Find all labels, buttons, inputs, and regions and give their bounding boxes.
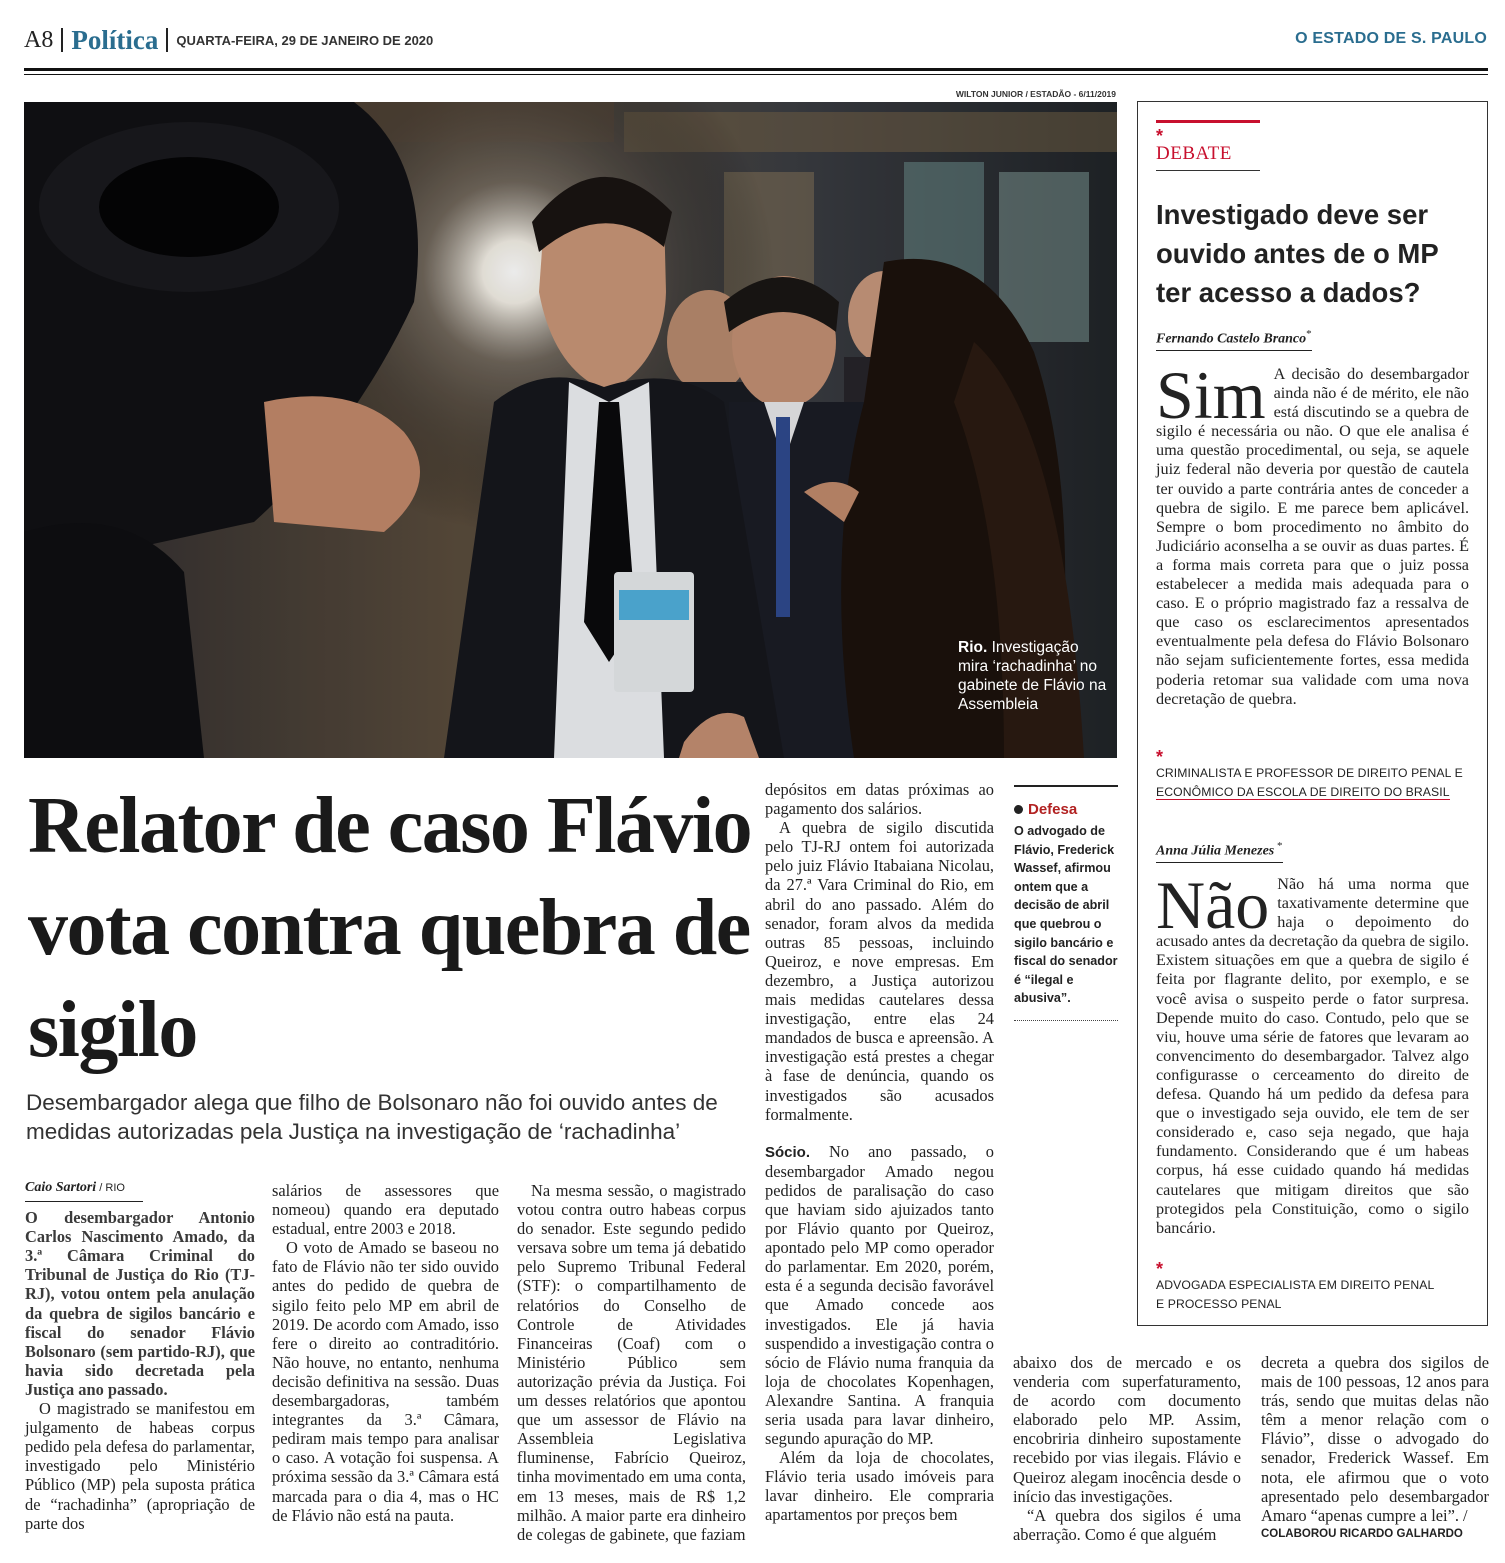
asterisk-icon: * (1156, 126, 1164, 146)
subhead-kicker: Sócio. (765, 1143, 811, 1161)
author-yes (1156, 328, 1312, 351)
role-line: ECONÔMICO DA ESCOLA DE DIREITO DO BRASIL (1156, 785, 1450, 799)
defesa-text: O advogado de Flávio, Frederick Wassef, afirmou ontem que a decisão de abril que quebrou o sigilo bancário e fiscal do senador é “ilegal e abusiva”. (1014, 824, 1118, 1006)
caption-kicker: Rio. (958, 639, 988, 656)
photo-illustration (24, 102, 1117, 758)
contributor-credit: COLABOROU RICARDO GALHARDO (1261, 1527, 1463, 1540)
answer-no (1156, 867, 1469, 1238)
page-number: A8 (24, 26, 54, 53)
article-column-5 (1013, 1353, 1241, 1544)
end-mark: / (1458, 1505, 1468, 1525)
author-yes-mark: * (1306, 328, 1312, 340)
page-header (24, 22, 433, 58)
defesa-title (1014, 801, 1118, 818)
asterisk-icon: * (1156, 1259, 1164, 1279)
article-column-2 (272, 1181, 499, 1525)
paragraph-text: decreta a quebra dos sigilos de mais de 100 pessoas, 12 anos para trás, sendo que muitas delas não têm a menor relação com o Flávio”, disse o advogado do senador, Frederick Wassef. Em nota, ele afirmou que o voto apresentado pelo desembargador Amaro “apenas cumpre a lei”. (1261, 1353, 1489, 1525)
article-column-4 (765, 780, 994, 1525)
article-column-3 (517, 1181, 746, 1544)
paragraph: Além da loja de chocolates, Flávio teria usado imóveis para lavar dinheiro. Ele compraria apartamentos por preços bem (765, 1448, 994, 1525)
box-rule (1014, 785, 1118, 787)
paragraph: O magistrado se manifestou em julgamento de habeas corpus pedido pela defesa do parlamentar, investigado pelo Ministério Público (MP) pela suposta prática de “rachadinha” (apropriação de parte dos (25, 1399, 255, 1533)
headline: Relator de caso Flávio vota contra quebra de sigilo (28, 782, 752, 1074)
answer-yes-text: A decisão do desembargador ainda não é de mérito, ele não está discutindo se a quebra de sigilo é necessária ou não. O que ele analisa é uma questão procedimental, ou seja, se aquele juiz federal não deveria por questão de cautela ter ouvido a parte contrária antes de conceder a quebra de sigilo. E me parece bem aplicável. Sempre o bom procedimento no âmbito do Judiciário aconselha a se ouvir as duas partes. É a forma mais correta para que o juiz possa estabelecer a medida mais adequada para o caso. E o próprio magistrado faz a ressalva de que caso os esclarecimentos apresentados eventualmente pela defesa do Flávio Bolsonaro não sejam suficientemente fortes, essa medida poderia retomar sua validade com uma nova decretação de quebra. (1156, 365, 1469, 708)
article-column-6 (1261, 1353, 1489, 1542)
header-rule-thin (24, 74, 1488, 75)
byline-place: / RIO (96, 1182, 125, 1194)
news-photo (24, 102, 1117, 758)
debate-sidebar (1137, 101, 1488, 1326)
paragraph: “A quebra dos sigilos é uma aberração. Como é que alguém (1013, 1505, 1241, 1544)
paragraph: A quebra de sigilo discutida pelo TJ-RJ ontem foi autorizada pelo juiz Flávio Itabaiana Nicolau, da 27.ª Vara Criminal do Rio, em abril do ano passado. Além do senador, foram alvos da medida outras 85 pessoas, incluindo Queiroz, e nove empresas. Em dezembro, a Justiça autorizou mais medidas cautelares dessa investigação, entre elas 24 mandados de busca e apreensão. A investigação está prestes a chegar à fase de denúncia, quando os investigados são acusados formalmente. (765, 818, 994, 1124)
debate-label (1156, 120, 1260, 171)
answer-no-text: Não há uma norma que taxativamente determine que haja o depoimento do acusado antes da decretação da quebra de sigilo. Existem situações em que a quebra de sigilo é feita por flagrante delito, por exemplo, e se você avisa o suspeito perde o fator surpresa. Depende muito do caso. Contudo, pelo que se viu, houve uma série de fatores que levaram ao convencimento do desembargador. Talvez algo configurasse o cerceamento do direito de defesa. Quando há um pedido da defesa para que o investigado seja ouvido, ele tem de ser considerado e, caso seja negado, que haja fundamento. Considerando que é um habeas corpus, há esse cuidado quando há medidas cautelares que mitigam direitos que são protegidos pela Constituição, como o sigilo bancário. (1156, 875, 1469, 1237)
answer-yes (1156, 357, 1469, 709)
role-line: ADVOGADA ESPECIALISTA EM DIREITO PENAL (1156, 1278, 1435, 1292)
debate-question: Investigado deve ser ouvido antes de o MP ter acesso a dados? (1156, 199, 1439, 308)
asterisk-icon: * (1156, 747, 1164, 767)
role-line: CRIMINALISTA E PROFESSOR DE DIREITO PENAL E (1156, 766, 1463, 780)
lead-paragraph: O desembargador Antonio Carlos Nascimento Amado, da 3.ª Câmara Criminal do Tribunal de Justiça do Rio (TJ-RJ), votou ontem pela anulação da quebra de sigilos bancário e fiscal do senador Flávio Bolsonaro (sem partido-RJ), que havia sido decretada pela Justiça ano passado. (25, 1208, 255, 1399)
author-no-role (1156, 1276, 1434, 1314)
caption-text: Investigação mira ‘rachadinha’ no gabinete de Flávio na Assembleia (958, 639, 1107, 713)
author-no-mark: * (1274, 840, 1283, 852)
author-yes-role (1156, 764, 1463, 802)
role-line: E PROCESSO PENAL (1156, 1297, 1282, 1311)
paragraph: abaixo dos de mercado e os venderia com superfaturamento, de acordo com documento elaborado pelo MP. Assim, encobriria dinheiro supostamente recebido por vias ilegais. Flávio e Queiroz alegam inocência desde o início das investigações. (1013, 1353, 1241, 1506)
author-no-name: Anna Júlia Menezes (1156, 843, 1275, 859)
author-no (1156, 840, 1283, 863)
article-column-1 (25, 1178, 255, 1533)
section-name: Política (71, 24, 159, 55)
drop-word-no: Não (1156, 867, 1270, 943)
paragraph: salários de assessores que nomeou) quando era deputado estadual, entre 2003 e 2018. (272, 1181, 499, 1239)
defesa-title-text: Defesa (1028, 801, 1078, 818)
box-rule-dotted (1014, 1020, 1118, 1021)
paragraph (1261, 1353, 1489, 1525)
author-yes-name: Fernando Castelo Branco (1156, 331, 1307, 347)
defesa-box (1014, 785, 1118, 1021)
header-divider (166, 28, 168, 52)
header-rule (24, 68, 1488, 71)
issue-date: QUARTA-FEIRA, 29 DE JANEIRO DE 2020 (176, 32, 434, 48)
byline-author: Caio Sartori (25, 1180, 97, 1195)
byline (25, 1178, 143, 1202)
paragraph: depósitos em datas próximas ao pagamento dos salários. (765, 780, 994, 819)
bullet-icon (1014, 805, 1023, 814)
accent-rule (1156, 120, 1260, 123)
newspaper-name: O ESTADO DE S. PAULO (1295, 30, 1487, 47)
paragraph (765, 1142, 994, 1449)
debate-label-text: DEBATE (1156, 143, 1260, 171)
photo-caption (958, 638, 1108, 714)
paragraph: O voto de Amado se baseou no fato de Flávio não ter sido ouvido antes do pedido de quebra de sigilo feito pelo MP em abril de 2019. De acordo com Amado, isso fere o direito ao contraditório. Não houve, no entanto, nenhuma decisão definitiva na sessão. Duas desembargadoras, também integrantes da 3.ª Câmara, pediram mais tempo para analisar o caso. A votação foi suspensa. A próxima sessão da 3.ª Câmara está marcada para o dia 4, mas o HC de Flávio não está na pauta. (272, 1238, 499, 1525)
photo-credit: WILTON JUNIOR / ESTADÃO - 6/11/2019 (955, 89, 1116, 99)
paragraph-text: No ano passado, o desembargador Amado negou pedidos de paralisação do caso que haviam sido ajuizados tanto por Flávio quanto por Queiroz, apontado pelo MP como operador do parlamentar. Em 2020, porém, esta é a segunda decisão favorável que Amado concede aos investigados. Ele já havia suspendido a investigação contra o sócio de Flávio numa franquia da loja de chocolates Kopenhagen, Alexandre Santina. A franquia seria usada para lavar dinheiro, segundo apuração do MP. (765, 1141, 994, 1449)
header-divider (61, 28, 63, 52)
drop-word-yes: Sim (1156, 357, 1266, 433)
paragraph: Na mesma sessão, o magistrado votou contra outro habeas corpus do senador. Este segundo pedido versava sobre um tema já debatido pelo Supremo Tribunal Federal (STF): o compartilhamento de relatórios do Conselho de Controle de Atividades Financeiras (Coaf) com o Ministério Público sem autorização prévia da Justiça. Foi um desses relatórios que apontou que um assessor de Flávio na Assembleia Legislativa fluminense, Fabrício Queiroz, tinha movimentado em uma conta, em 13 meses, mais de R$ 1,2 milhão. A maior parte era dinheiro de colegas de gabinete, que faziam (517, 1181, 746, 1544)
deck: Desembargador alega que filho de Bolsonaro não foi ouvido antes de medidas autorizadas pela Justiça na investigação de ‘rachadinha’ (26, 1090, 718, 1144)
